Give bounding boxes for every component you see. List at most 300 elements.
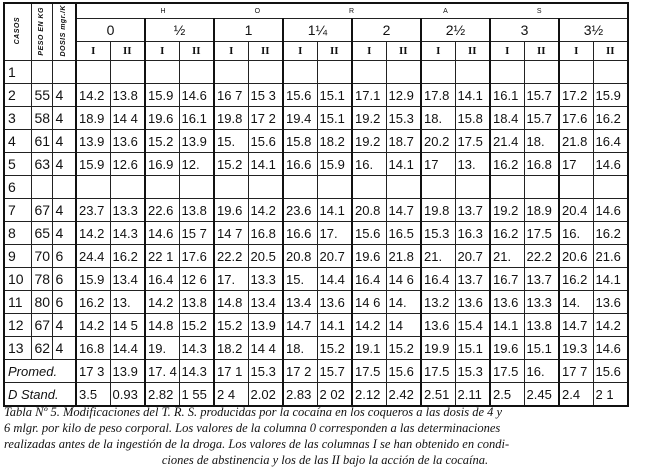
value-cell: 13.7 bbox=[455, 268, 490, 291]
column-i-header: I bbox=[421, 42, 455, 61]
value-cell: 14 4 bbox=[110, 107, 145, 130]
value-cell bbox=[524, 176, 559, 199]
table-row bbox=[4, 222, 628, 245]
value-cell: 16.6 bbox=[283, 153, 317, 176]
value-cell: 13.6 bbox=[110, 130, 145, 153]
value-cell: 13.7 bbox=[455, 199, 490, 222]
value-cell: 15.6 bbox=[386, 360, 421, 383]
value-cell: 16.4 bbox=[593, 130, 628, 153]
value-cell: 17.5 bbox=[421, 360, 455, 383]
caso-cell: 4 bbox=[4, 130, 31, 153]
hour-header: 1 bbox=[214, 19, 283, 42]
value-cell: 12.9 bbox=[386, 84, 421, 107]
dosis-cell: 4 bbox=[52, 314, 76, 337]
value-cell: 20.8 bbox=[283, 245, 317, 268]
caso-cell: 7 bbox=[4, 199, 31, 222]
value-cell: 15. bbox=[214, 130, 248, 153]
value-cell: 21.4 bbox=[490, 130, 524, 153]
value-cell: 12.6 bbox=[110, 153, 145, 176]
horas-header: H O R A S bbox=[76, 3, 628, 19]
column-ii-header: II bbox=[248, 42, 283, 61]
value-cell: 22.2 bbox=[524, 245, 559, 268]
value-cell bbox=[110, 176, 145, 199]
value-cell: 2.5 bbox=[490, 383, 524, 407]
value-cell: 15.6 bbox=[248, 130, 283, 153]
value-cell: 16.2 bbox=[490, 222, 524, 245]
dosis-cell: 6 bbox=[52, 245, 76, 268]
value-cell: 16. bbox=[559, 222, 593, 245]
column-i-header: I bbox=[76, 42, 110, 61]
value-cell: 14.2 bbox=[76, 84, 110, 107]
value-cell: 18.9 bbox=[524, 199, 559, 222]
value-cell bbox=[455, 176, 490, 199]
caso-cell: 8 bbox=[4, 222, 31, 245]
value-cell: 13.9 bbox=[110, 360, 145, 383]
data-table bbox=[3, 2, 629, 407]
peso-cell: 67 bbox=[31, 314, 52, 337]
value-cell: 18. bbox=[524, 130, 559, 153]
table-row bbox=[4, 314, 628, 337]
table-row bbox=[4, 130, 628, 153]
value-cell: 17. bbox=[317, 222, 352, 245]
value-cell bbox=[283, 176, 317, 199]
value-cell bbox=[559, 61, 593, 84]
peso-cell: 67 bbox=[31, 199, 52, 222]
value-cell: 14.2 bbox=[145, 291, 179, 314]
value-cell: 17 3 bbox=[76, 360, 110, 383]
value-cell: 19.8 bbox=[214, 107, 248, 130]
value-cell: 2.4 bbox=[559, 383, 593, 407]
value-cell: 19.6 bbox=[214, 199, 248, 222]
value-cell bbox=[317, 176, 352, 199]
value-cell: 14.4 bbox=[110, 337, 145, 360]
value-cell: 14.2 bbox=[76, 314, 110, 337]
value-cell: 14.3 bbox=[179, 337, 214, 360]
value-cell: 15.4 bbox=[455, 314, 490, 337]
caption-line: Tabla Nº 5. Modificaciones del T. R. S. producidas por la cocaína en los coqueros a las dosis de 4 y bbox=[4, 405, 503, 419]
peso-cell: 58 bbox=[31, 107, 52, 130]
column-ii-header: II bbox=[386, 42, 421, 61]
value-cell: 14.7 bbox=[283, 314, 317, 337]
column-ii-header: II bbox=[317, 42, 352, 61]
caption-line: realizadas antes de la ingestión de la droga. Los valores de las columnas I se han obtenido en condi- bbox=[4, 437, 510, 451]
value-cell: 16.2 bbox=[76, 291, 110, 314]
value-cell: 19.2 bbox=[352, 107, 386, 130]
value-cell bbox=[421, 176, 455, 199]
table-row bbox=[4, 268, 628, 291]
hour-header: 3½ bbox=[559, 19, 628, 42]
peso-cell: 62 bbox=[31, 337, 52, 360]
table-row bbox=[4, 291, 628, 314]
peso-cell: 63 bbox=[31, 153, 52, 176]
value-cell: 16.5 bbox=[386, 222, 421, 245]
value-cell bbox=[524, 61, 559, 84]
value-cell: 16. bbox=[524, 360, 559, 383]
value-cell: 15.7 bbox=[524, 84, 559, 107]
value-cell: 18.2 bbox=[214, 337, 248, 360]
value-cell: 20.5 bbox=[248, 245, 283, 268]
caso-cell: 6 bbox=[4, 176, 31, 199]
value-cell bbox=[386, 176, 421, 199]
value-cell: 15.9 bbox=[593, 84, 628, 107]
caso-cell: 10 bbox=[4, 268, 31, 291]
value-cell: 2 4 bbox=[214, 383, 248, 407]
value-cell bbox=[179, 61, 214, 84]
peso-header: PESO EN KG bbox=[31, 3, 52, 61]
value-cell: 13.6 bbox=[317, 291, 352, 314]
value-cell: 14.7 bbox=[386, 199, 421, 222]
value-cell: 15.1 bbox=[524, 337, 559, 360]
dosis-cell: 4 bbox=[52, 199, 76, 222]
value-cell: 19.3 bbox=[559, 337, 593, 360]
value-cell: 14 4 bbox=[248, 337, 283, 360]
column-ii-header: II bbox=[524, 42, 559, 61]
value-cell: 15.2 bbox=[145, 130, 179, 153]
value-cell: 14.2 bbox=[352, 314, 386, 337]
value-cell: 17.5 bbox=[524, 222, 559, 245]
value-cell: 14.1 bbox=[455, 84, 490, 107]
value-cell: 13.9 bbox=[76, 130, 110, 153]
dosis-cell: 4 bbox=[52, 153, 76, 176]
value-cell: 14.6 bbox=[179, 84, 214, 107]
value-cell: 2 02 bbox=[317, 383, 352, 407]
value-cell: 20.2 bbox=[421, 130, 455, 153]
value-cell bbox=[76, 176, 110, 199]
value-cell: 21. bbox=[421, 245, 455, 268]
value-cell: 14.1 bbox=[593, 268, 628, 291]
value-cell: 14.1 bbox=[248, 153, 283, 176]
value-cell: 22.6 bbox=[145, 199, 179, 222]
value-cell bbox=[593, 61, 628, 84]
peso-cell: 78 bbox=[31, 268, 52, 291]
value-cell: 14 bbox=[386, 314, 421, 337]
value-cell: 17.6 bbox=[559, 107, 593, 130]
caso-cell: 12 bbox=[4, 314, 31, 337]
caso-cell: 5 bbox=[4, 153, 31, 176]
value-cell: 16.3 bbox=[455, 222, 490, 245]
value-cell: 19.2 bbox=[352, 130, 386, 153]
peso-cell bbox=[31, 61, 52, 84]
value-cell: 19.6 bbox=[145, 107, 179, 130]
value-cell: 2.45 bbox=[524, 383, 559, 407]
value-cell: 17 1 bbox=[214, 360, 248, 383]
value-cell: 20.4 bbox=[559, 199, 593, 222]
value-cell bbox=[490, 61, 524, 84]
value-cell: 13. bbox=[110, 291, 145, 314]
hour-header: 0 bbox=[76, 19, 145, 42]
value-cell: 14.6 bbox=[145, 222, 179, 245]
value-cell: 17.8 bbox=[421, 84, 455, 107]
peso-cell: 61 bbox=[31, 130, 52, 153]
value-cell: 14.3 bbox=[110, 222, 145, 245]
value-cell: 15.9 bbox=[317, 153, 352, 176]
value-cell: 16.2 bbox=[559, 268, 593, 291]
value-cell: 15 3 bbox=[248, 84, 283, 107]
column-ii-header: II bbox=[110, 42, 145, 61]
value-cell: 18. bbox=[421, 107, 455, 130]
value-cell: 0.93 bbox=[110, 383, 145, 407]
value-cell: 2.82 bbox=[145, 383, 179, 407]
value-cell: 22.2 bbox=[214, 245, 248, 268]
value-cell: 15.1 bbox=[455, 337, 490, 360]
value-cell: 2 1 bbox=[593, 383, 628, 407]
value-cell bbox=[214, 61, 248, 84]
value-cell bbox=[317, 61, 352, 84]
value-cell: 15.1 bbox=[317, 84, 352, 107]
value-cell bbox=[145, 61, 179, 84]
value-cell: 16.4 bbox=[145, 268, 179, 291]
value-cell: 13.6 bbox=[490, 291, 524, 314]
value-cell: 21.8 bbox=[559, 130, 593, 153]
stats-row bbox=[4, 360, 628, 383]
value-cell: 17 2 bbox=[283, 360, 317, 383]
column-i-header: I bbox=[559, 42, 593, 61]
value-cell: 13.9 bbox=[179, 130, 214, 153]
value-cell: 17. 4 bbox=[145, 360, 179, 383]
value-cell: 15.7 bbox=[524, 107, 559, 130]
value-cell: 18.9 bbox=[76, 107, 110, 130]
value-cell: 2.83 bbox=[283, 383, 317, 407]
column-i-header: I bbox=[283, 42, 317, 61]
value-cell: 13.6 bbox=[593, 291, 628, 314]
value-cell: 14.4 bbox=[317, 268, 352, 291]
value-cell bbox=[145, 176, 179, 199]
value-cell: 17.1 bbox=[352, 84, 386, 107]
column-ii-header: II bbox=[455, 42, 490, 61]
dosis-cell: 4 bbox=[52, 84, 76, 107]
value-cell: 13.4 bbox=[248, 291, 283, 314]
value-cell: 17 bbox=[421, 153, 455, 176]
value-cell: 15.2 bbox=[214, 314, 248, 337]
value-cell bbox=[214, 176, 248, 199]
value-cell: 13.7 bbox=[524, 268, 559, 291]
value-cell: 14.1 bbox=[317, 199, 352, 222]
value-cell: 19.4 bbox=[283, 107, 317, 130]
value-cell: 13.6 bbox=[421, 314, 455, 337]
column-i-header: I bbox=[214, 42, 248, 61]
value-cell: 15.2 bbox=[317, 337, 352, 360]
table-row bbox=[4, 337, 628, 360]
value-cell: 19. bbox=[145, 337, 179, 360]
value-cell: 15.7 bbox=[317, 360, 352, 383]
value-cell: 17.5 bbox=[490, 360, 524, 383]
table-row bbox=[4, 61, 628, 84]
value-cell: 15.6 bbox=[352, 222, 386, 245]
dosis-cell: 4 bbox=[52, 337, 76, 360]
value-cell: 14 6 bbox=[352, 291, 386, 314]
value-cell: 15.3 bbox=[455, 360, 490, 383]
value-cell: 14.3 bbox=[179, 360, 214, 383]
value-cell: 2.12 bbox=[352, 383, 386, 407]
value-cell: 12. bbox=[179, 153, 214, 176]
value-cell: 21.6 bbox=[593, 245, 628, 268]
table-row bbox=[4, 107, 628, 130]
value-cell: 13.3 bbox=[110, 199, 145, 222]
value-cell: 3.5 bbox=[76, 383, 110, 407]
hour-header: ½ bbox=[145, 19, 214, 42]
value-cell: 16.8 bbox=[524, 153, 559, 176]
value-cell: 16.9 bbox=[145, 153, 179, 176]
caso-cell: 13 bbox=[4, 337, 31, 360]
caso-cell: 1 bbox=[4, 61, 31, 84]
value-cell: 16.8 bbox=[248, 222, 283, 245]
value-cell: 24.4 bbox=[76, 245, 110, 268]
hour-header: 2 bbox=[352, 19, 421, 42]
value-cell: 17 2 bbox=[248, 107, 283, 130]
value-cell: 20.8 bbox=[352, 199, 386, 222]
value-cell: 12 6 bbox=[179, 268, 214, 291]
value-cell: 16.2 bbox=[593, 107, 628, 130]
value-cell: 14. bbox=[559, 291, 593, 314]
value-cell bbox=[455, 61, 490, 84]
table-row bbox=[4, 176, 628, 199]
dosis-cell bbox=[52, 176, 76, 199]
value-cell bbox=[386, 61, 421, 84]
value-cell: 14 5 bbox=[110, 314, 145, 337]
value-cell: 15. bbox=[283, 268, 317, 291]
value-cell: 19.8 bbox=[421, 199, 455, 222]
value-cell: 17.6 bbox=[179, 245, 214, 268]
value-cell: 16.6 bbox=[283, 222, 317, 245]
value-cell: 19.9 bbox=[421, 337, 455, 360]
value-cell: 15.9 bbox=[76, 153, 110, 176]
value-cell: 13.8 bbox=[110, 84, 145, 107]
caso-cell: 11 bbox=[4, 291, 31, 314]
value-cell: 15.6 bbox=[283, 84, 317, 107]
value-cell bbox=[559, 176, 593, 199]
value-cell: 16.4 bbox=[352, 268, 386, 291]
value-cell bbox=[76, 61, 110, 84]
value-cell: 14.1 bbox=[317, 314, 352, 337]
value-cell: 17.5 bbox=[352, 360, 386, 383]
value-cell: 15.2 bbox=[179, 314, 214, 337]
value-cell: 22 1 bbox=[145, 245, 179, 268]
dosis-cell: 6 bbox=[52, 291, 76, 314]
value-cell: 13.8 bbox=[524, 314, 559, 337]
value-cell: 15.9 bbox=[76, 268, 110, 291]
value-cell: 2.02 bbox=[248, 383, 283, 407]
value-cell bbox=[593, 176, 628, 199]
value-cell: 16.7 bbox=[490, 268, 524, 291]
caso-cell: 2 bbox=[4, 84, 31, 107]
caption-line: 6 mlgr. por kilo de peso corporal. Los valores de la columna 0 corresponden a las determinaciones bbox=[4, 421, 501, 435]
value-cell: 18.2 bbox=[317, 130, 352, 153]
stats-row bbox=[4, 383, 628, 407]
value-cell: 19.6 bbox=[352, 245, 386, 268]
caso-cell: 3 bbox=[4, 107, 31, 130]
value-cell bbox=[110, 61, 145, 84]
value-cell: 14.6 bbox=[593, 153, 628, 176]
value-cell: 13.4 bbox=[283, 291, 317, 314]
column-i-header: I bbox=[352, 42, 386, 61]
value-cell: 15.2 bbox=[214, 153, 248, 176]
table-row bbox=[4, 199, 628, 222]
value-cell: 2.11 bbox=[455, 383, 490, 407]
value-cell: 16.2 bbox=[490, 153, 524, 176]
value-cell: 17. bbox=[214, 268, 248, 291]
value-cell: 19.1 bbox=[352, 337, 386, 360]
value-cell: 15.3 bbox=[421, 222, 455, 245]
value-cell: 1 55 bbox=[179, 383, 214, 407]
value-cell: 14.1 bbox=[490, 314, 524, 337]
value-cell bbox=[179, 176, 214, 199]
value-cell: 14.2 bbox=[76, 222, 110, 245]
value-cell: 20.7 bbox=[317, 245, 352, 268]
peso-cell: 70 bbox=[31, 245, 52, 268]
value-cell: 16. bbox=[352, 153, 386, 176]
value-cell: 19.6 bbox=[490, 337, 524, 360]
value-cell: 15 7 bbox=[179, 222, 214, 245]
value-cell: 14.6 bbox=[593, 337, 628, 360]
hour-header: 3 bbox=[490, 19, 559, 42]
value-cell: 14 6 bbox=[386, 268, 421, 291]
hour-header: 1¼ bbox=[283, 19, 352, 42]
value-cell: 14.8 bbox=[214, 291, 248, 314]
value-cell: 13.3 bbox=[248, 268, 283, 291]
value-cell: 19.2 bbox=[490, 199, 524, 222]
stat-label: Promed. bbox=[4, 360, 76, 383]
column-ii-header: II bbox=[593, 42, 628, 61]
value-cell: 17.5 bbox=[455, 130, 490, 153]
value-cell: 20.6 bbox=[559, 245, 593, 268]
value-cell: 15.2 bbox=[386, 337, 421, 360]
value-cell: 16 7 bbox=[214, 84, 248, 107]
value-cell: 18.7 bbox=[386, 130, 421, 153]
value-cell: 2.42 bbox=[386, 383, 421, 407]
value-cell: 14.1 bbox=[386, 153, 421, 176]
peso-cell: 65 bbox=[31, 222, 52, 245]
column-i-header: I bbox=[490, 42, 524, 61]
value-cell: 17.2 bbox=[559, 84, 593, 107]
value-cell: 18.4 bbox=[490, 107, 524, 130]
value-cell: 16.2 bbox=[593, 222, 628, 245]
value-cell: 16.8 bbox=[76, 337, 110, 360]
value-cell: 14 7 bbox=[214, 222, 248, 245]
value-cell: 17 bbox=[559, 153, 593, 176]
column-i-header: I bbox=[145, 42, 179, 61]
column-ii-header: II bbox=[179, 42, 214, 61]
dosis-cell: 6 bbox=[52, 268, 76, 291]
value-cell: 21.8 bbox=[386, 245, 421, 268]
value-cell: 16.1 bbox=[490, 84, 524, 107]
value-cell: 13.8 bbox=[179, 199, 214, 222]
table-row bbox=[4, 153, 628, 176]
value-cell: 23.7 bbox=[76, 199, 110, 222]
value-cell: 13.6 bbox=[455, 291, 490, 314]
dosis-cell: 4 bbox=[52, 130, 76, 153]
value-cell: 15.3 bbox=[386, 107, 421, 130]
table-caption bbox=[4, 404, 646, 468]
value-cell: 15.8 bbox=[283, 130, 317, 153]
value-cell: 16.4 bbox=[421, 268, 455, 291]
casos-header: CASOS bbox=[4, 3, 31, 61]
value-cell: 14.8 bbox=[145, 314, 179, 337]
value-cell: 13.8 bbox=[179, 291, 214, 314]
caption-line: ciones de abstinencia y los de las II bajo la acción de la cocaína. bbox=[161, 453, 489, 467]
value-cell bbox=[352, 176, 386, 199]
value-cell bbox=[248, 61, 283, 84]
value-cell: 17 7 bbox=[559, 360, 593, 383]
value-cell: 13.4 bbox=[110, 268, 145, 291]
value-cell: 13.2 bbox=[421, 291, 455, 314]
value-cell: 16.2 bbox=[110, 245, 145, 268]
value-cell: 14.7 bbox=[559, 314, 593, 337]
value-cell: 15.6 bbox=[593, 360, 628, 383]
table-row bbox=[4, 84, 628, 107]
dosis-header: DOSIS mgr./K bbox=[52, 3, 76, 61]
value-cell: 23.6 bbox=[283, 199, 317, 222]
hour-header: 2½ bbox=[421, 19, 490, 42]
